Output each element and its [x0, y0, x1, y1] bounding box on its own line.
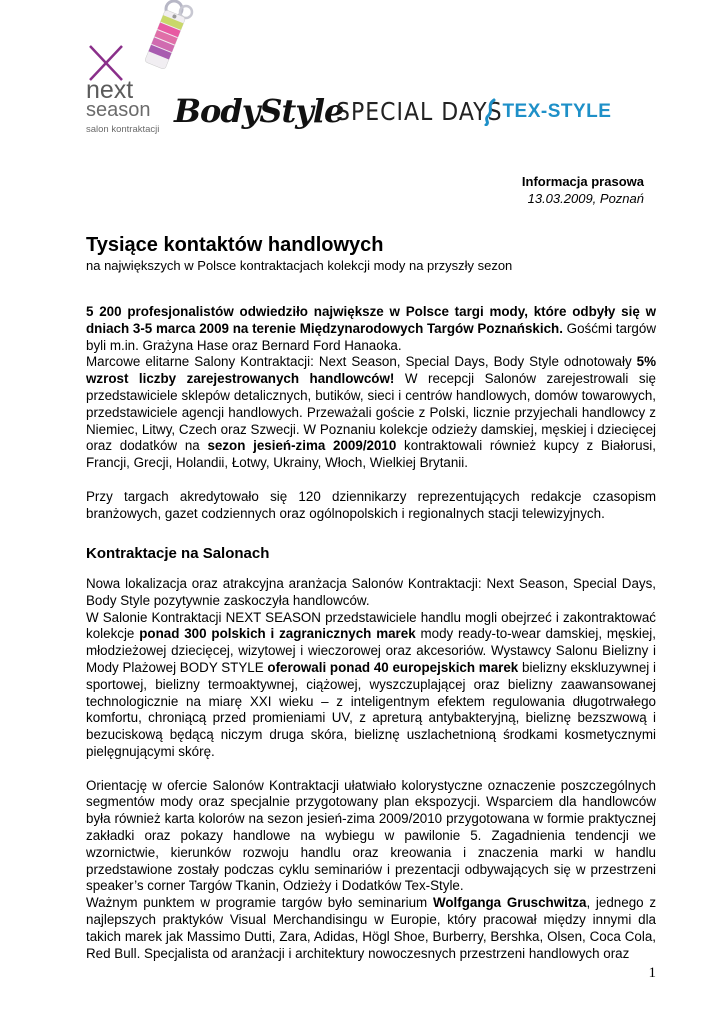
paragraph-4 [86, 610, 656, 761]
press-info [522, 173, 644, 207]
text-run: mody ready-to-wear damskiej, męskiej, młodzieżowej dziecięcej, wizytowej i wieczorowej oraz akcesoriów. Wystawcy Salonu Bielizny i Mody Plażowej BODY STYLE [86, 626, 656, 675]
text-run: bielizny ekskluzywnej i sportowej, bielizny termoaktywnej, ciążowej, wyszczuplającej oraz bielizny zaawansowanej technologicznie na miarę XXI wieku – z inteligentnym efektem regulowania długotrwałego komfortu, chroniącą przed promieniami UV, z apreturą antybakteryjną, bieliznę bezszwową i bezuciskową będącą niczym druga skóra, bieliznę uszlachetnioną środkami kosmetycznymi pielęgnującymi skórę. [86, 659, 656, 759]
press-type: Informacja prasowa [521, 174, 644, 189]
paragraph-1 [86, 304, 656, 472]
paragraph-5: Orientację w ofercie Salonów Kontraktacji ułatwiało kolorystyczne oznaczenie poszczególnych segmentów mody oraz specjalnie przygotowany plan ekspozycji. Wsparciem dla handlowców była również karta kolorów na sezon jesień-zima 2009/2010 przygotowana w formie praktycznej zakładki oraz pokazy handlowe na wybiegu w pawilonie 5. Zagadnienia tendencji we wzornictwie, kierunków rozwoju handlu oraz kreowania i znaczenia marki w handlu przedstawione zostały podczas cyklu seminariów i prezentacji odbywających się w przestrzeni speaker’s corner Targów Tkanin, Odzieży i Dodatków Tex-Style. [86, 777, 656, 894]
paragraph-6 [86, 895, 656, 962]
tex-style-text: TEX-STYLE [502, 101, 612, 122]
text-run: kontraktowali również kupcy z Białorusi, Francji, Grecji, Holandii, Łotwy, Ukrainy, Włoch, Wielkiej Brytanii. [86, 438, 656, 471]
text-run: W Salonie Kontraktacji NEXT SEASON przedstawiciele handlu mogli obejrzeć i zakontraktować kolekcje [86, 609, 656, 642]
bold-text: 5% wzrost liczby zarejestrowanych handlowców! [86, 354, 656, 387]
paragraph-3: Nowa lokalizacja oraz atrakcyjna aranżacja Salonów Kontraktacji: Next Season, Special Days, Body Style pozytywnie zaskoczyła handlowców. [86, 576, 656, 608]
logo-bar [84, 0, 644, 145]
text-run: Ważnym punktem w programie targów było seminarium [86, 895, 433, 911]
page-number: 1 [648, 965, 656, 981]
press-date: 13.03.2009, Poznań [527, 191, 644, 206]
tex-style-logo [482, 98, 611, 126]
page-subtitle: na największych w Polsce kontraktacjach kolekcji mody na przyszły sezon [86, 258, 513, 273]
section-title: Kontraktacje na Salonach [86, 545, 270, 562]
tex-style-mark-icon [482, 98, 498, 126]
next-season-line1: next [86, 76, 134, 104]
next-season-logo [84, 44, 174, 140]
bold-text: Wolfganga Gruschwitza [432, 895, 587, 911]
page-title: Tysiące kontaktów handlowych [86, 234, 384, 256]
paragraph-2: Przy targach akredytowało się 120 dziennikarzy reprezentujących redakcje czasopism branżowych, gazet codziennych oraz ogólnopolskich i regionalnych stacji telewizyjnych. [86, 488, 656, 521]
bold-text: ponad 300 polskich i zagranicznych marek [139, 626, 416, 642]
special-days-logo: SPECIAL DAYS [336, 98, 503, 127]
body-style-logo: BodyStyle [174, 92, 344, 130]
next-season-line3: salon kontraktacji [86, 124, 160, 135]
next-season-line2: season [86, 99, 151, 121]
text-run: Gośćmi targów byli m.in. Grażyna Hase oraz Bernard Ford Hanaoka. [86, 320, 656, 353]
text-run: Marcowe elitarne Salony Kontraktacji: Next Season, Special Days, Body Style odnotowały [86, 354, 637, 370]
bold-text: 5 200 profesjonalistów odwiedziło największe w Polsce targi mody, które odbyły się w dniach 3-5 marca 2009 na terenie Międzynarodowych Targów Poznańskich. [86, 304, 656, 336]
intro-section [86, 304, 656, 522]
salons-section [86, 576, 656, 962]
text-run: W recepcji Salonów zarejestrowali się przedstawiciele sklepów detalicznych, butików, sieci i centrów handlowych, domów towarowych, przedstawiciele agencji handlowych. Przeważali goście z Polski, licznie przyjechali handlowcy z Niemiec, Litwy, Czech oraz Szwecji. W Poznaniu kolekcje odzieży damskiej, męskiej i dziecięcej oraz dodatków na [86, 371, 656, 454]
bold-text: sezon jesień-zima 2009/2010 [207, 438, 397, 454]
bold-text: oferowali ponad 40 europejskich marek [267, 659, 519, 675]
text-run: , jednego z najlepszych praktyków Visual Merchandisingu w Europie, który pracował między innymi dla takich marek jak Massimo Dutti, Zara, Adidas, Högl Shoe, Burberry, Bershka, Olsen, Coca Cola, Red Bull. Specjalista od aranżacji i architektury nowoczesnych przestrzeni handlowych oraz [86, 895, 657, 961]
